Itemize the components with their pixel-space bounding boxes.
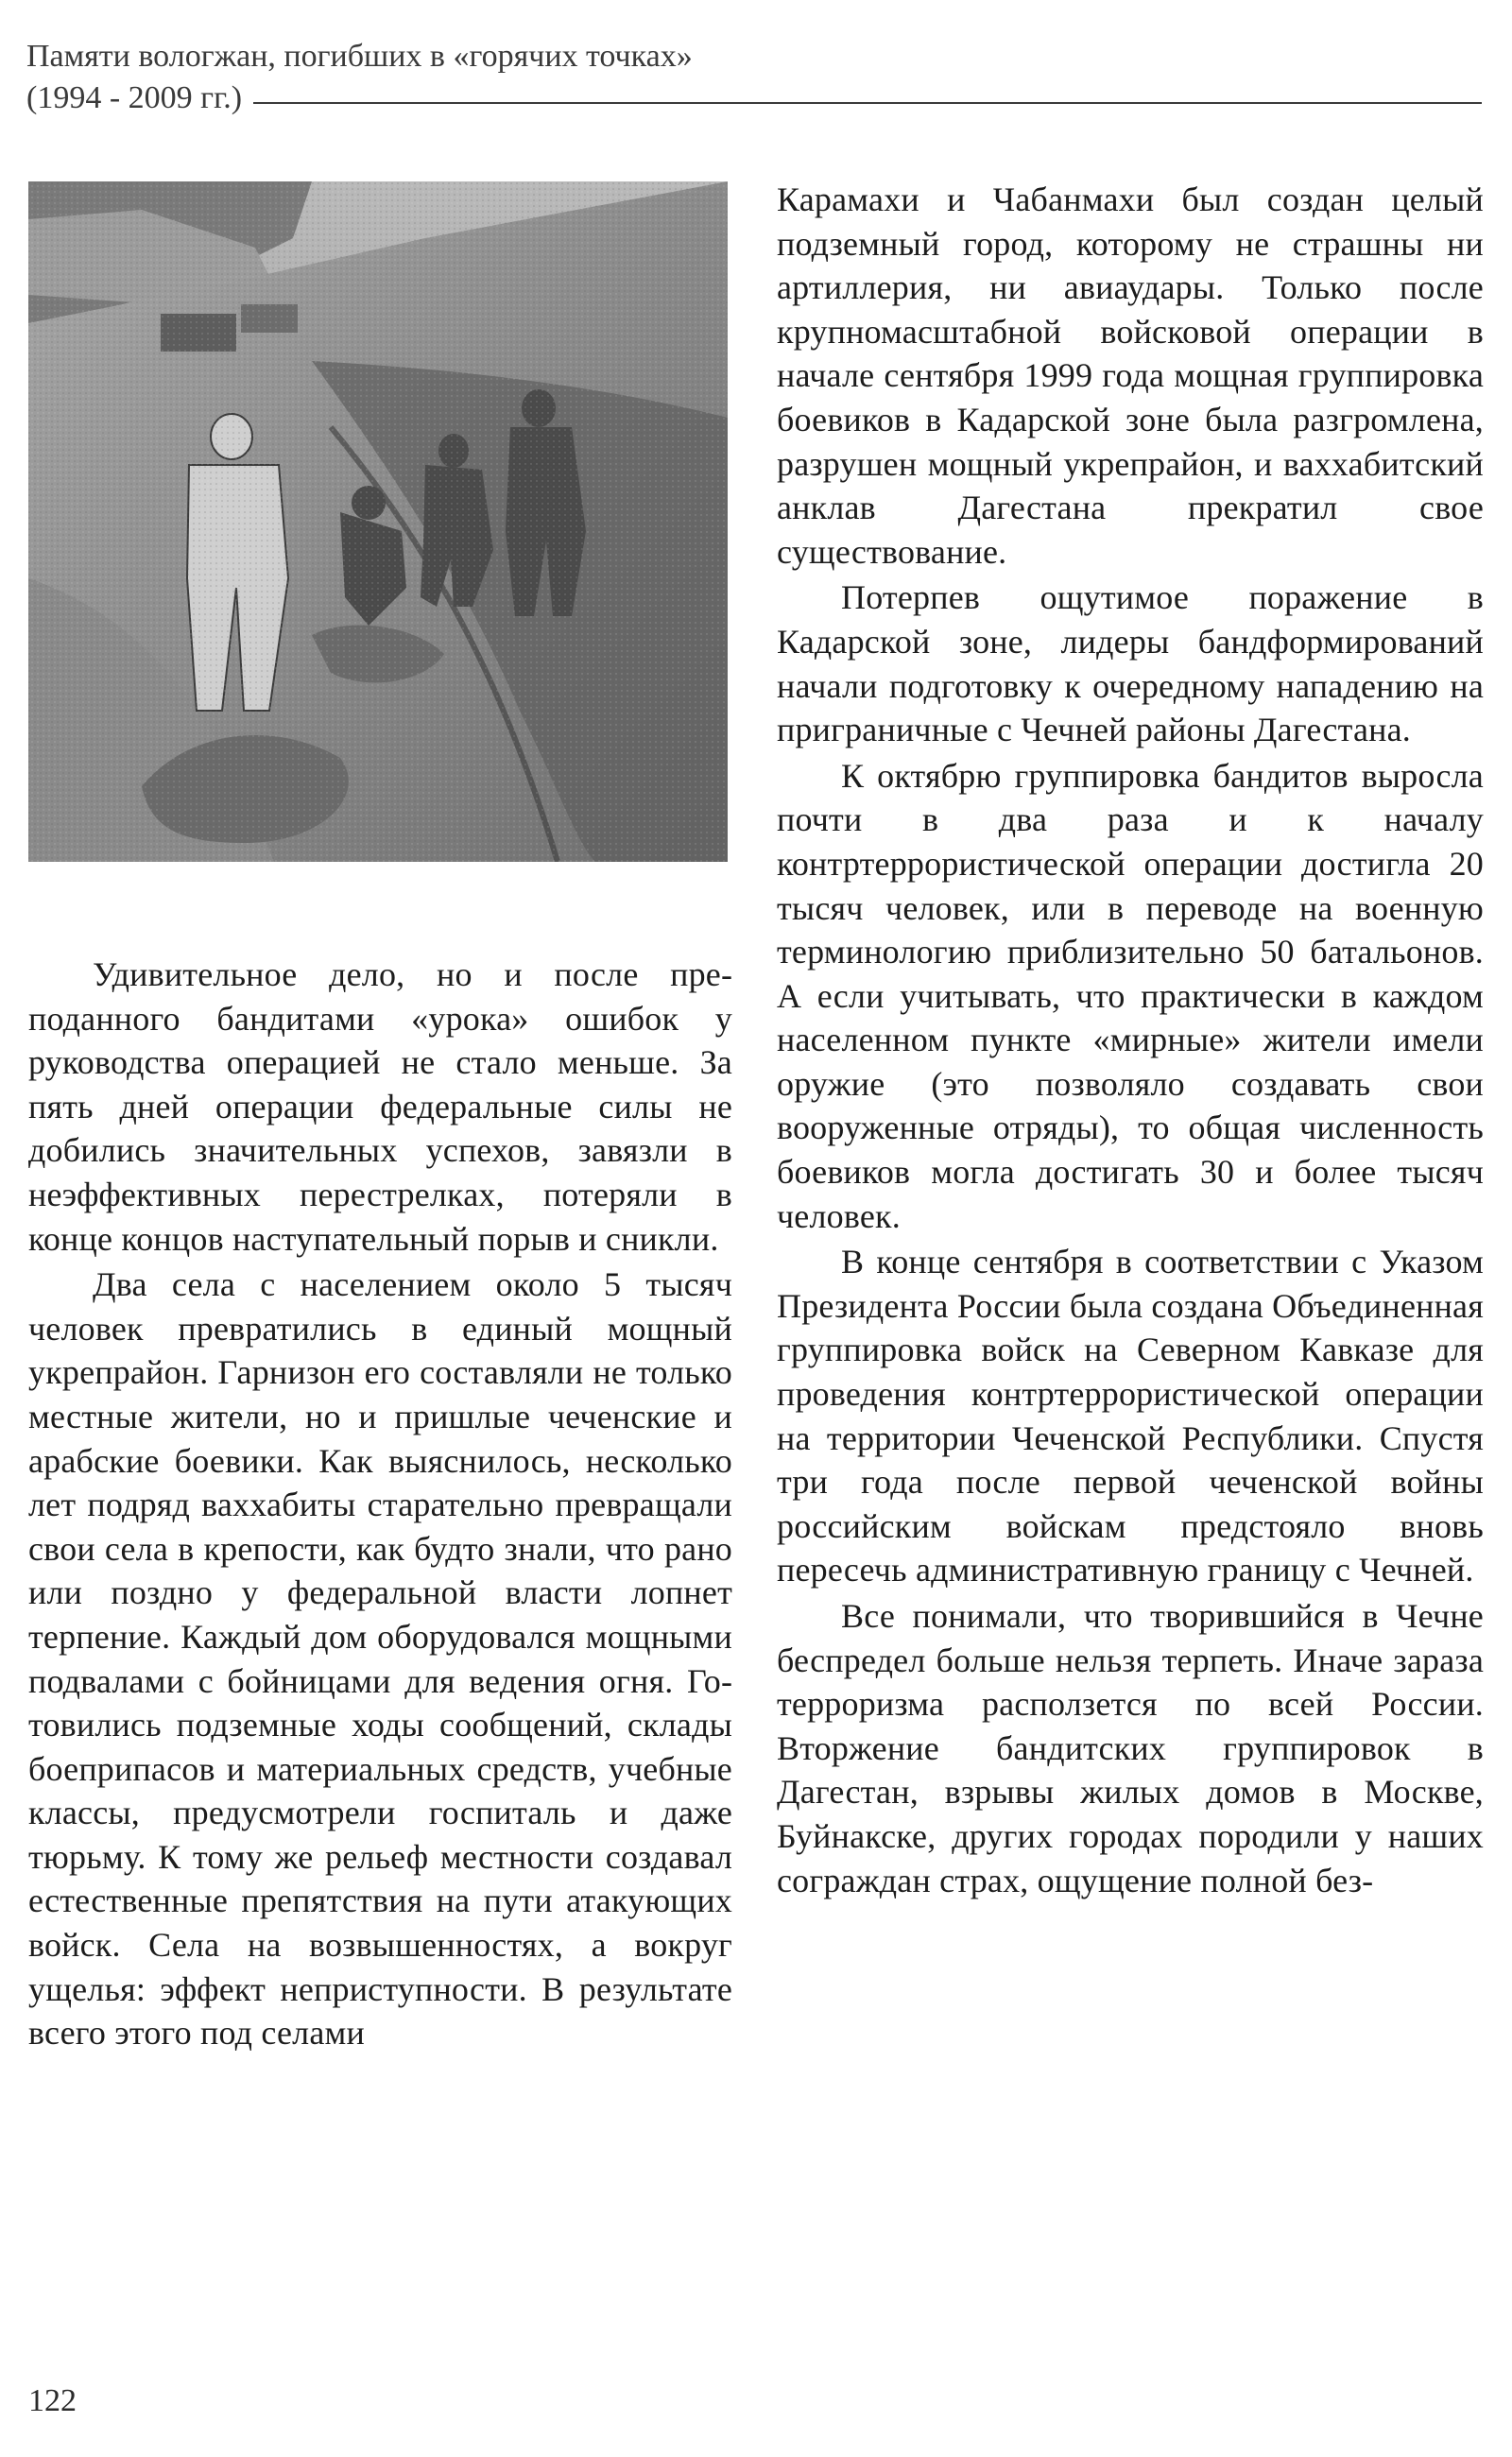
paragraph: В конце сентября в соответствии с Указом Президента России была создана Объединенная группировка войск на Северном Кавказе для проведения контртеррористической операции на территории Чеченской Республики. Спустя три года после первой чеченской войны российским войскам предстояло вновь пересечь административную границу с Чечней.: [777, 1243, 1484, 1589]
running-header: [26, 36, 1482, 119]
header-years: (1994 - 2009 гг.): [26, 80, 243, 115]
paragraph: Потерпев ощутимое поражение в Кадарской зоне, лидеры бандформирований начали подготовку к очередному нападению на приграничные с Чечней районы Дагестана.: [777, 578, 1484, 749]
paragraph: Карамахи и Чабанмахи был создан целый подземный город, которому не страшны ни артиллерия, ни авиаудары. Только после крупномасштабной войсковой операции в начале сентября 1999 года мощная группировка боевиков в Кадарской зоне была разгромлена, разрушен мощный укрепрайон, и ваххабитский анклав Дагестана прекратил свое существование.: [777, 180, 1484, 571]
paragraph: К октябрю группировка бандитов выросла почти в два раза и к началу контртеррористической операции достигла 20 тысяч человек, или в переводе на военную терминологию приблизительно 50 батальонов. А если учитывать, что практически в каждом населенном пункте «мирные» жители имели оружие (это позволяло создавать свои вооруженные отряды), то общая численность боевиков могла достигать 30 и более тысяч человек.: [777, 756, 1484, 1235]
left-column: [28, 953, 732, 2055]
paragraph: Удивительное дело, но и после преподанного бандитами «урока» ошибок у руководства операцией не стало меньше. За пять дней операции федеральные силы не добились значительных успехов, завязли в неэффективных перестрелках, потеряли в конце концов наступательный порыв и сникли.: [28, 955, 732, 1258]
photo-illustration: [28, 181, 728, 862]
header-rule: [253, 102, 1482, 104]
header-title: Памяти вологжан, погибших в «горячих точках»: [26, 39, 693, 74]
paragraph: Все понимали, что творившийся в Чечне беспредел больше нельзя терпеть. Иначе зараза терроризма расползется по всей России. Вторжение бандитских группировок в Дагестан, взрывы жилых домов в Москве, Буйнакске, других городах породили у наших сограждан страх, ощущение полной без-: [777, 1597, 1484, 1899]
page-number: 122: [28, 2383, 77, 2418]
header-subtitle-row: [26, 77, 1482, 119]
paragraph: Два села с населением около 5 тысяч человек превратились в единый мощный укрепрайон. Гарнизон его составляли не только местные жители, но и пришлые чеченские и арабские боевики. Как выяснилось, несколько лет подряд ваххабиты старательно превращали свои села в крепости, как будто знали, что рано или поздно у федеральной власти лопнет терпение. Каждый дом оборудовался мощными подвалами с бойницами для ведения огня. Готовились подземные ходы сообщений, склады боеприпасов и материальных средств, учебные классы, предусмотрели госпиталь и даже тюрьму. К тому же рельеф местности создавал естественные препятствия на пути атакующих войск. Села на возвышенностях, а вокруг ущелья: эффект неприступности. В результате всего этого под селами: [28, 1265, 732, 2053]
right-column: [777, 178, 1484, 1902]
photo: [28, 181, 728, 862]
